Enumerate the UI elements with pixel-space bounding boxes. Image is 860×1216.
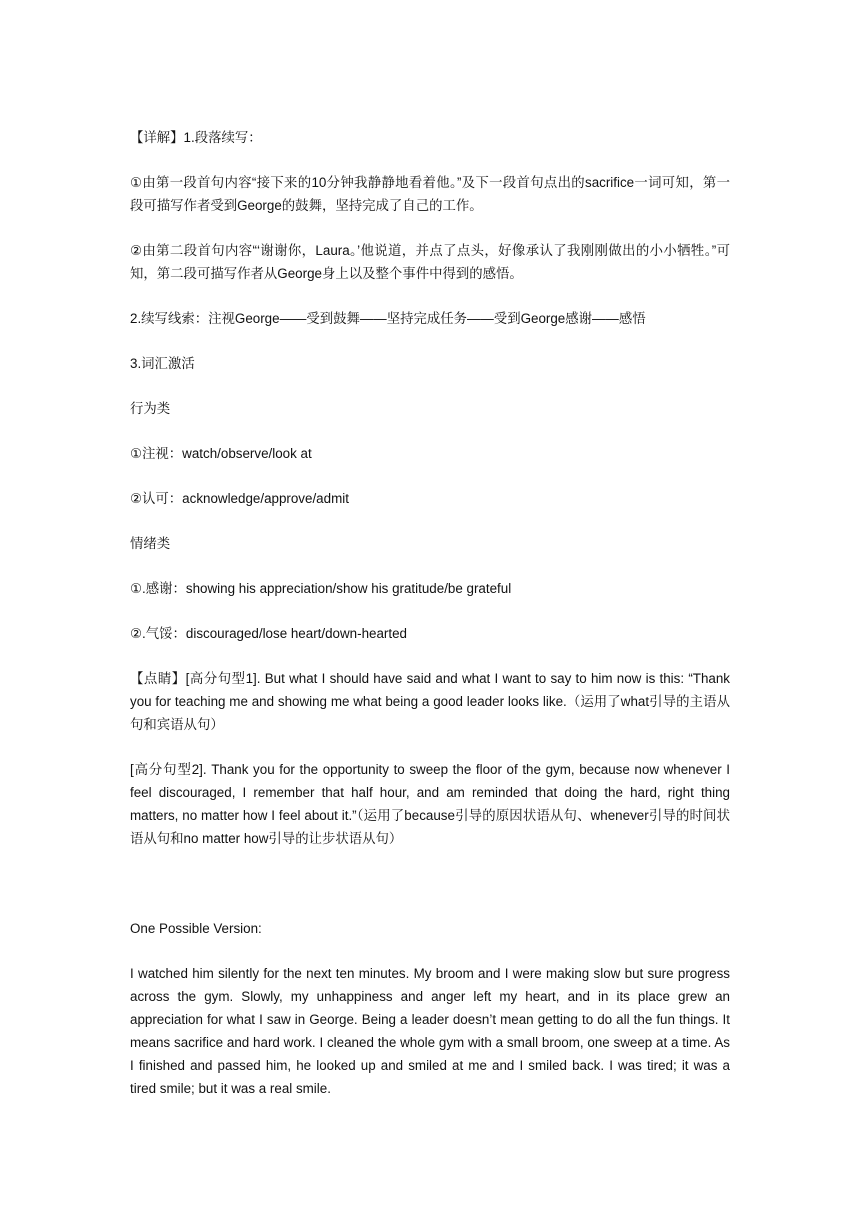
vocab-discouraged: ②.气馁：discouraged/lose heart/down-hearted: [130, 626, 407, 641]
document-body: [130, 126, 730, 1100]
vocabulary-heading: 3.词汇激活: [130, 356, 195, 371]
category-emotion: 情绪类: [130, 536, 171, 551]
paragraph-continuation-2: ②由第二段首句内容“‘谢谢你，Laura。’他说道，并点了点头，好像承认了我刚刚做出的小小牺牲。”可知，第二段可描写作者从George身上以及整个事件中得到的感悟。: [130, 243, 730, 281]
writing-clues: 2.续写线索：注视George——受到鼓舞——坚持完成任务——受到George感谢——感悟: [130, 311, 646, 326]
highlight-sentence-1: 【点睛】[高分句型1]. But what I should have said and what I want to say to him now is this: “Thank you for teaching me and showing me what being a good leader looks like.（运用了what引导的主语从句和宾语从句）: [130, 671, 730, 732]
vocab-acknowledge: ②认可：acknowledge/approve/admit: [130, 491, 349, 506]
section-heading-explanation: 【详解】1.段落续写：: [130, 130, 262, 145]
highlight-sentence-2: [高分句型2]. Thank you for the opportunity to sweep the floor of the gym, because now whenever I feel discouraged, I remember that half hour, and am reminded that doing the hard, right thing matters, no matter how I feel about it.”（运用了because引导的原因状语从句、whenever引导的时间状语从句和no matter how引导的让步状语从句）: [130, 762, 730, 846]
vocab-appreciation: ①.感谢：showing his appreciation/show his gratitude/be grateful: [130, 581, 512, 596]
paragraph-continuation-1: ①由第一段首句内容“接下来的10分钟我静静地看着他。”及下一段首句点出的sacrifice一词可知，第一段可描写作者受到George的鼓舞，坚持完成了自己的工作。: [130, 175, 730, 213]
possible-version-heading: One Possible Version:: [130, 921, 262, 936]
category-behavior: 行为类: [130, 401, 171, 416]
vocab-watch: ①注视：watch/observe/look at: [130, 446, 312, 461]
possible-version-text: I watched him silently for the next ten minutes. My broom and I were making slow but sure progress across the gym. Slowly, my unhappiness and anger left my heart, and in its place grew an appreciation for what I saw in George. Being a leader doesn’t mean getting to do all the fun things. It means sacrifice and hard work. I cleaned the whole gym with a small broom, one sweep at a time. As I finished and passed him, he looked up and smiled at me and I smiled back. I was tired; it was a tired smile; but it was a real smile.: [130, 966, 730, 1096]
